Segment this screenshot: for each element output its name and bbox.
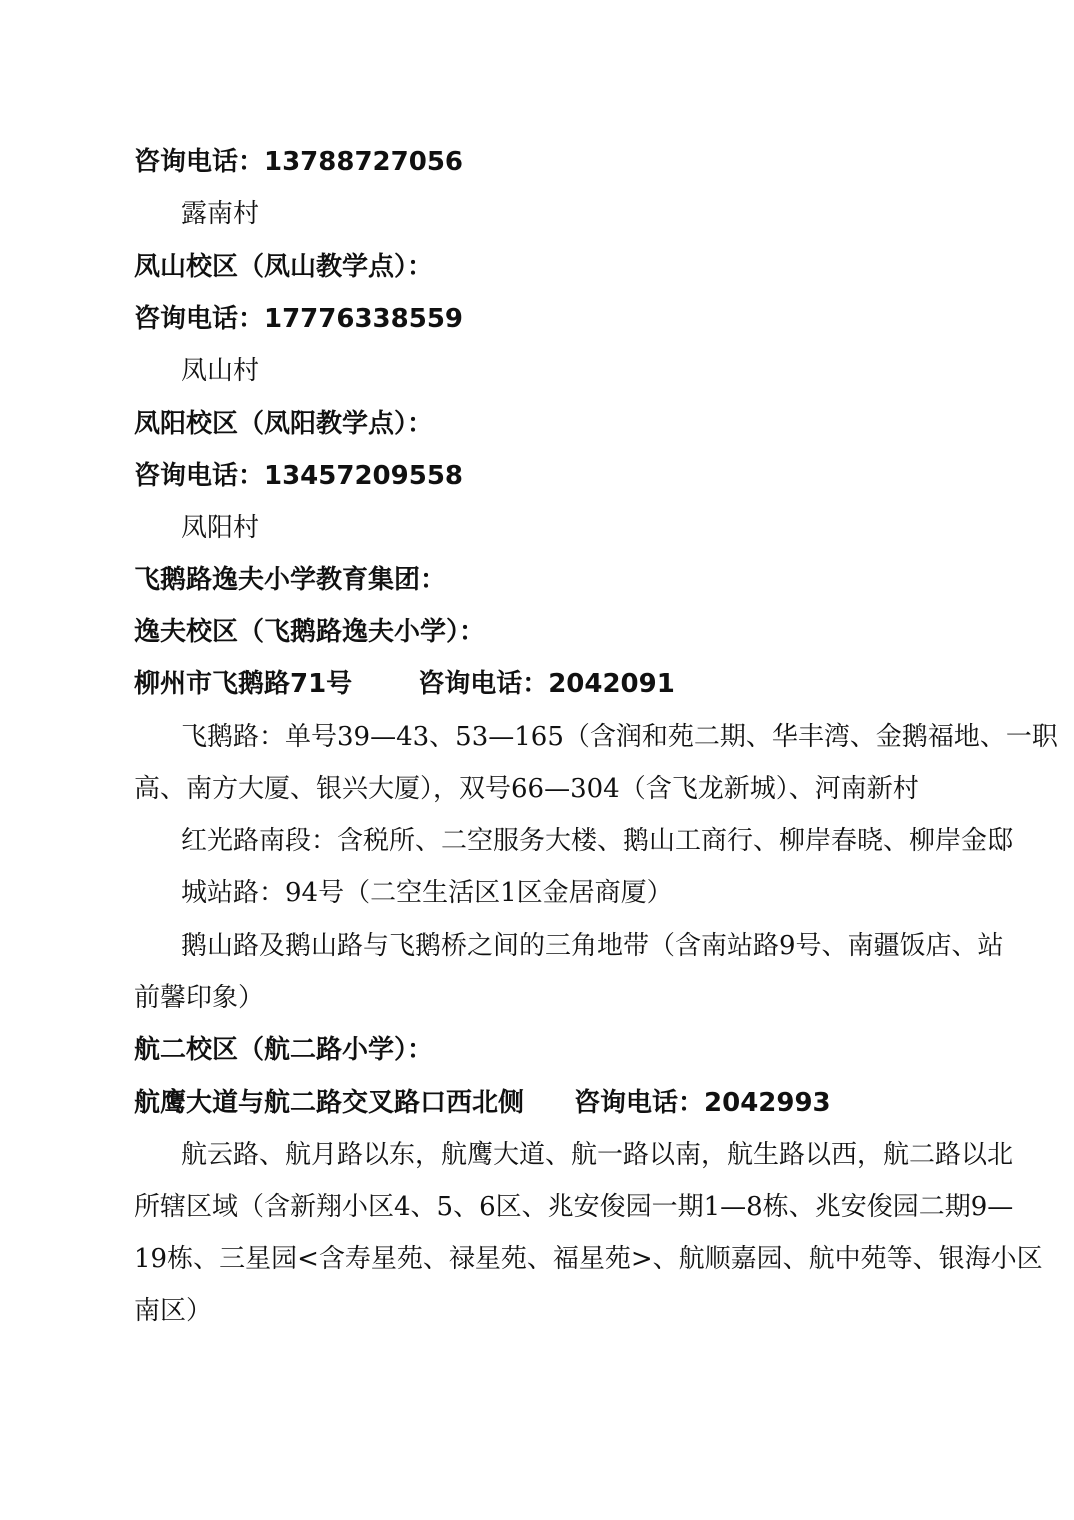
address-text: 柳州市飞鹅路71号: [134, 669, 353, 699]
district-text: 航云路、航月路以东，航鹰大道、航一路以南，航生路以西，航二路以北: [181, 1140, 1014, 1170]
district-text: 南区）: [134, 1296, 213, 1326]
village-line: 凤阳村: [181, 513, 260, 543]
address-phone-line: [134, 668, 954, 700]
district-text: 前馨印象）: [134, 983, 265, 1013]
district-text: 飞鹅路：单号39—43、53—165（含润和苑二期、华丰湾、金鹅福地、一职: [181, 722, 1058, 752]
district-text: 19栋、三星园<含寿星苑、禄星苑、福星苑>、航顺嘉园、航中苑等、银海小区: [134, 1244, 1043, 1274]
district-text: 城站路：94号（二空生活区1区金居商厦）: [181, 878, 673, 908]
group-heading: 飞鹅路逸夫小学教育集团：: [134, 565, 447, 595]
phone-line: 咨询电话：17776338559: [134, 304, 463, 334]
district-text: 所辖区域（含新翔小区4、5、6区、兆安俊园一期1—8栋、兆安俊园二期9—: [134, 1192, 1014, 1222]
district-text: 鹅山路及鹅山路与飞鹅桥之间的三角地带（含南站路9号、南疆饭店、站: [181, 931, 1004, 961]
address-phone-line: [134, 1087, 954, 1119]
campus-heading: 凤阳校区（凤阳教学点）：: [134, 409, 434, 439]
phone-text: 咨询电话：2042091: [418, 669, 675, 699]
phone-line: 咨询电话：13457209558: [134, 461, 463, 491]
campus-heading: 凤山校区（凤山教学点）：: [134, 252, 434, 282]
village-line: 露南村: [181, 199, 260, 229]
campus-heading: 逸夫校区（飞鹅路逸夫小学）：: [134, 617, 486, 647]
campus-heading: 航二校区（航二路小学）：: [134, 1035, 434, 1065]
phone-line: 咨询电话：13788727056: [134, 147, 463, 177]
district-text: 高、南方大厦、银兴大厦），双号66—304（含飞龙新城）、河南新村: [134, 774, 919, 804]
village-line: 凤山村: [181, 356, 260, 386]
phone-text: 咨询电话：2042993: [574, 1088, 831, 1118]
district-text: 红光路南段：含税所、二空服务大楼、鹅山工商行、柳岸春晓、柳岸金邸: [181, 826, 1014, 856]
address-text: 航鹰大道与航二路交叉路口西北侧: [134, 1088, 525, 1118]
